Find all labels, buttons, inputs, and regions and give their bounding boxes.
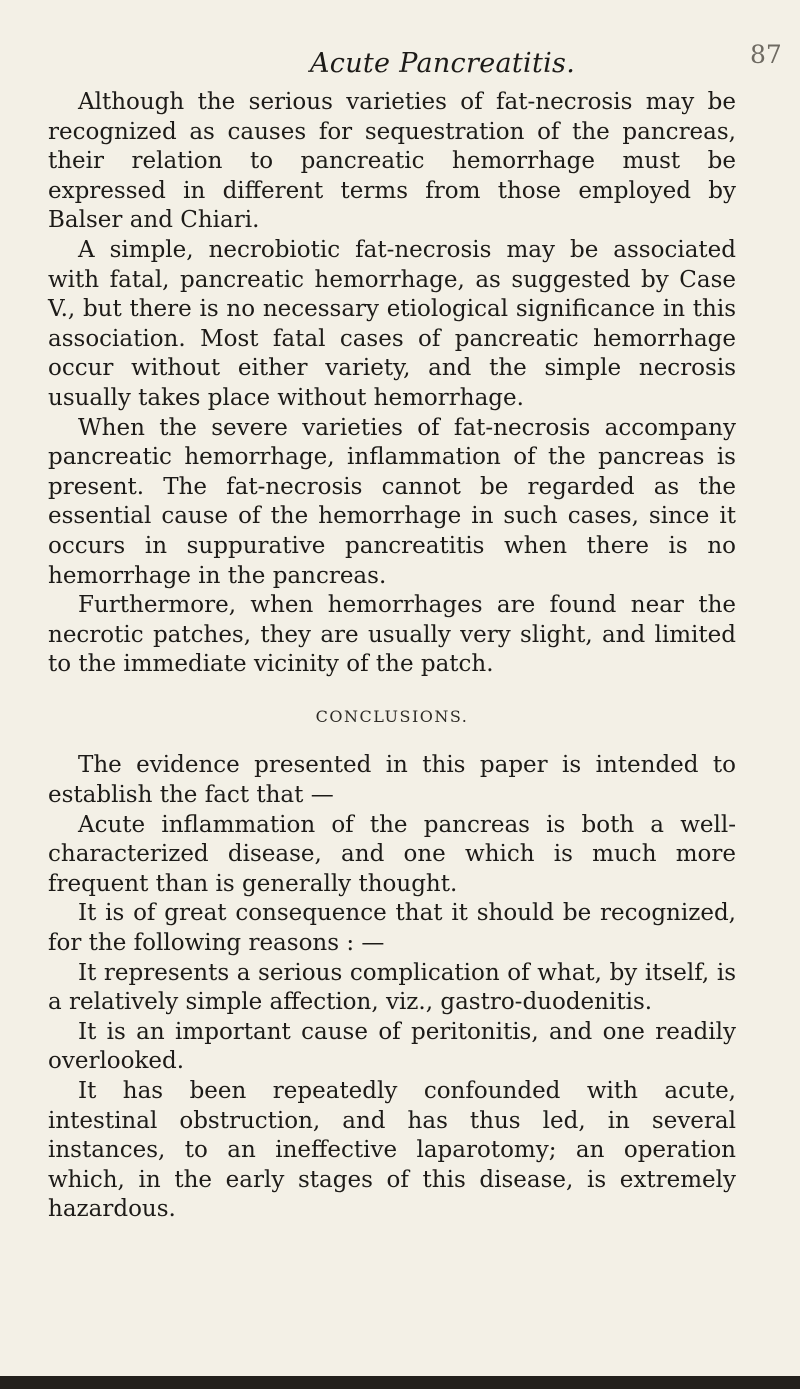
paragraph: It is of great consequence that it should be recognized, for the following reasons : —	[48, 900, 736, 957]
running-title: Acute Pancreatitis.	[310, 48, 576, 79]
page-body	[48, 88, 736, 1225]
section-heading: CONCLUSIONS.	[315, 706, 469, 726]
paragraph: It has been repeatedly confounded with acute, intestinal obstruction, and has thus led, in several instances, to an ineffective laparotomy; an operation which, in the early stages of this disease, is extremely hazardous.	[48, 1078, 736, 1223]
paragraph: Although the serious varieties of fat-necrosis may be recognized as causes for sequestration of the pancreas, their relation to pancreatic hemorrhage must be expressed in different terms from those employed by Balser and Chiari.	[48, 89, 736, 234]
paragraph: When the severe varieties of fat-necrosis accompany pancreatic hemorrhage, inflammation of the pancreas is present. The fat-necrosis cannot be regarded as the essential cause of the hemorrhage in such cases, since it occurs in suppurative pancreatitis when there is no hemorrhage in the pancreas.	[48, 414, 736, 589]
paragraph: Furthermore, when hemorrhages are found near the necrotic patches, they are usually very slight, and limited to the immediate vicinity of the patch.	[48, 592, 736, 678]
paragraph: Acute inflammation of the pancreas is both a well-characterized disease, and one which is much more frequent than is generally thought.	[48, 811, 736, 897]
page-number: 87	[750, 40, 782, 69]
page-edge-rule	[0, 1376, 800, 1389]
paragraph: A simple, necrobiotic fat-necrosis may be associated with fatal, pancreatic hemorrhage, as suggested by Case V., but there is no necessary etiological significance in this association. Most fatal cases of pancreatic hemorrhage occur without either variety, and the simple necrosis usually takes place without hemorrhage.	[48, 236, 736, 411]
paragraph: It represents a serious complication of what, by itself, is a relatively simple affection, viz., gastro-duodenitis.	[48, 959, 736, 1016]
paragraph: The evidence presented in this paper is intended to establish the fact that —	[48, 752, 736, 809]
paragraph: It is an important cause of peritonitis, and one readily overlooked.	[48, 1018, 736, 1075]
